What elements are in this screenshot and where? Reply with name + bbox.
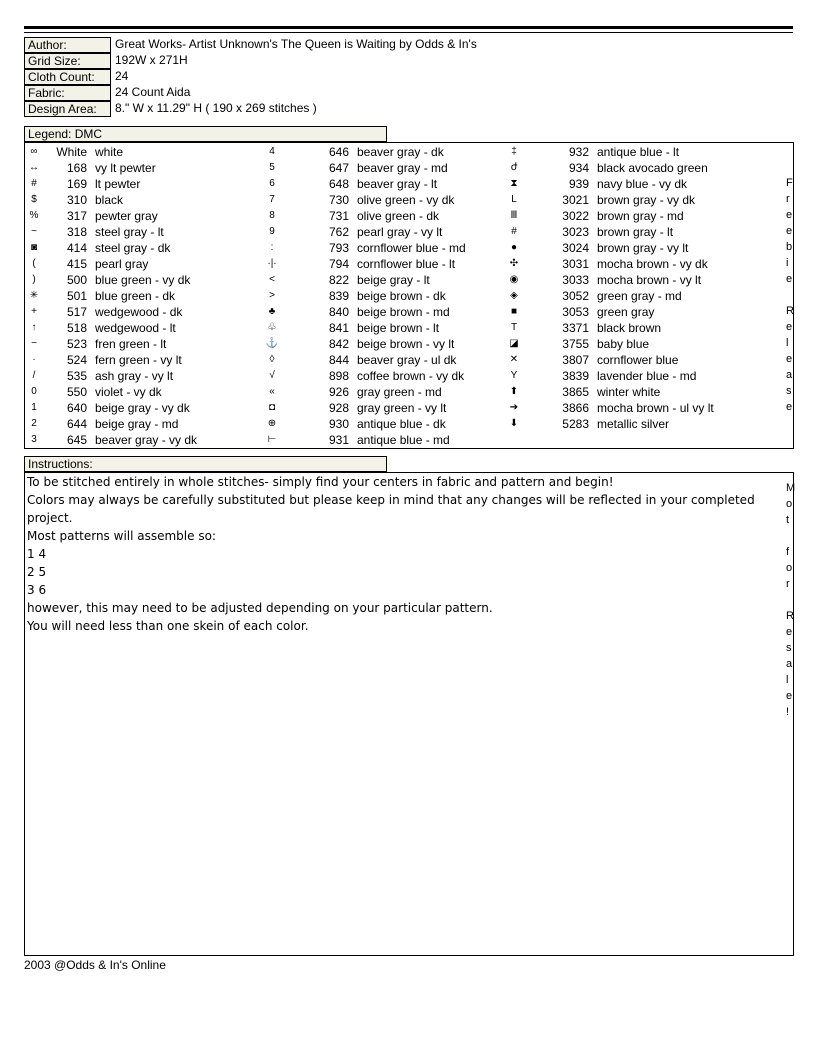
color-name: steel gray - lt — [95, 225, 164, 239]
info-value: 24 Count Aida — [115, 85, 191, 99]
legend-entry — [265, 400, 495, 416]
dmc-number: 731 — [328, 209, 349, 223]
edge-glyph: ! — [786, 706, 790, 718]
legend-entry — [27, 256, 257, 272]
dmc-number: 640 — [66, 401, 87, 415]
edge-glyph: b — [786, 241, 793, 253]
dmc-number: 939 — [568, 177, 589, 191]
dmc-number: 318 — [66, 225, 87, 239]
legend-symbol: ~ — [31, 226, 37, 237]
dmc-number: 934 — [568, 161, 589, 175]
color-name: coffee brown - vy dk — [357, 369, 465, 383]
legend-entry — [265, 256, 495, 272]
legend-symbol: Y — [510, 370, 518, 381]
legend-symbol: ■ — [510, 306, 518, 317]
color-name: beaver gray - md — [357, 161, 448, 175]
dmc-number: 3024 — [562, 241, 589, 255]
legend-column — [27, 144, 257, 448]
legend-entry — [27, 384, 257, 400]
dmc-number: 842 — [328, 337, 349, 351]
legend-symbol: $ — [31, 194, 37, 205]
legend-entry — [265, 224, 495, 240]
color-name: cornflower blue — [597, 353, 679, 367]
legend-entry — [507, 192, 737, 208]
legend-entry — [265, 304, 495, 320]
legend-symbol: ◈ — [510, 290, 518, 301]
color-name: beige gray - lt — [357, 273, 430, 287]
dmc-number: 523 — [66, 337, 87, 351]
dmc-number: 3866 — [562, 401, 589, 415]
dmc-number: 840 — [328, 305, 349, 319]
dmc-number: White — [56, 145, 87, 159]
legend-symbol: √ — [269, 370, 275, 381]
edge-glyph: e — [786, 225, 793, 237]
legend-entry — [507, 208, 737, 224]
info-label: Cloth Count: — [24, 69, 111, 85]
dmc-number: 3031 — [562, 257, 589, 271]
legend-symbol: ◊ — [269, 354, 275, 365]
legend-entry — [265, 288, 495, 304]
legend-entry — [27, 432, 257, 448]
color-name: cornflower blue - md — [357, 241, 466, 255]
dmc-number: 414 — [66, 241, 87, 255]
legend-entry — [507, 336, 737, 352]
color-name: brown gray - vy dk — [597, 193, 696, 207]
legend-symbol: ◪ — [509, 338, 519, 349]
legend-entry — [265, 160, 495, 176]
edge-glyph: e — [786, 209, 793, 221]
legend-symbol: ⊕ — [267, 418, 277, 429]
color-name: mocha brown - vy lt — [597, 273, 702, 287]
top-rule-thin — [24, 32, 793, 33]
legend-symbol: 2 — [31, 418, 37, 429]
color-name: brown gray - md — [597, 209, 684, 223]
legend-symbol: ↑ — [31, 322, 37, 333]
dmc-number: 898 — [328, 369, 349, 383]
legend-entry — [265, 144, 495, 160]
color-name: wedgewood - dk — [95, 305, 183, 319]
legend-symbol: / — [32, 370, 36, 381]
color-name: black avocado green — [597, 161, 708, 175]
legend-entry — [27, 416, 257, 432]
legend-symbol: 1 — [31, 402, 37, 413]
dmc-number: 317 — [66, 209, 87, 223]
legend-entry — [507, 256, 737, 272]
legend-entry — [507, 288, 737, 304]
legend-symbol: ◙ — [30, 242, 38, 253]
legend-entry — [265, 240, 495, 256]
legend-table — [24, 142, 794, 449]
info-value: 192W x 271H — [115, 53, 188, 67]
legend-symbol: · — [32, 354, 36, 365]
color-name: antique blue - md — [357, 433, 450, 447]
dmc-number: 644 — [66, 417, 87, 431]
info-value: Great Works- Artist Unknown's The Queen is Waiting by Odds & In's — [115, 37, 477, 51]
edge-glyph: t — [786, 514, 790, 526]
legend-entry — [507, 352, 737, 368]
instruction-line: Most patterns will assemble so: — [27, 529, 216, 543]
legend-symbol: > — [269, 290, 275, 301]
legend-symbol: ⊢ — [267, 434, 277, 445]
legend-symbol: + — [31, 306, 37, 317]
legend-entry — [507, 304, 737, 320]
legend-entry — [27, 304, 257, 320]
edge-glyph: l — [786, 674, 789, 686]
dmc-number: 501 — [66, 289, 87, 303]
dmc-number: 3371 — [562, 321, 589, 335]
legend-entry — [507, 144, 737, 160]
info-value: 24 — [115, 69, 129, 83]
legend-symbol: # — [511, 226, 517, 237]
dmc-number: 415 — [66, 257, 87, 271]
dmc-number: 932 — [568, 145, 589, 159]
color-name: black — [95, 193, 124, 207]
legend-entry — [27, 192, 257, 208]
legend-symbol: ⧗ — [510, 178, 518, 189]
color-name: olive green - vy dk — [357, 193, 455, 207]
instruction-line: project. — [27, 511, 73, 525]
legend-entry — [265, 368, 495, 384]
legend-entry — [27, 368, 257, 384]
legend-symbol: : — [270, 242, 274, 253]
dmc-number: 524 — [66, 353, 87, 367]
edge-glyph: r — [786, 193, 790, 205]
color-name: antique blue - lt — [597, 145, 680, 159]
dmc-number: 931 — [328, 433, 349, 447]
legend-column — [265, 144, 495, 448]
instructions-title: Instructions: — [24, 456, 387, 472]
legend-entry — [265, 176, 495, 192]
legend-symbol: % — [29, 210, 39, 221]
legend-entry — [27, 336, 257, 352]
edge-glyph: M — [786, 482, 796, 494]
legend-title: Legend: DMC — [24, 126, 387, 142]
legend-entry — [507, 240, 737, 256]
legend-entry — [507, 320, 737, 336]
legend-column — [507, 144, 737, 432]
instruction-line: 1 4 — [27, 547, 47, 561]
top-rule-thick — [24, 26, 793, 29]
dmc-number: 517 — [66, 305, 87, 319]
legend-symbol: ) — [32, 274, 36, 285]
dmc-number: 3053 — [562, 305, 589, 319]
instruction-line: 3 6 — [27, 583, 47, 597]
dmc-number: 3865 — [562, 385, 589, 399]
legend-entry — [507, 272, 737, 288]
legend-entry — [507, 368, 737, 384]
legend-entry — [27, 352, 257, 368]
legend-symbol: « — [269, 386, 275, 397]
color-name: steel gray - dk — [95, 241, 171, 255]
legend-entry — [27, 288, 257, 304]
dmc-number: 844 — [328, 353, 349, 367]
legend-entry — [507, 384, 737, 400]
edge-glyph: R — [786, 305, 794, 317]
legend-symbol: 4 — [269, 146, 275, 157]
color-name: mocha brown - vy dk — [597, 257, 708, 271]
dmc-number: 3807 — [562, 353, 589, 367]
legend-entry — [27, 176, 257, 192]
legend-symbol: 0 — [31, 386, 37, 397]
edge-glyph: e — [786, 401, 793, 413]
edge-glyph: e — [786, 321, 793, 333]
legend-entry — [27, 208, 257, 224]
legend-entry — [265, 384, 495, 400]
color-name: black brown — [597, 321, 662, 335]
dmc-number: 839 — [328, 289, 349, 303]
color-name: ash gray - vy lt — [95, 369, 174, 383]
legend-entry — [27, 320, 257, 336]
legend-entry — [507, 176, 737, 192]
dmc-number: 645 — [66, 433, 87, 447]
instructions-box — [24, 472, 794, 956]
color-name: beige brown - vy lt — [357, 337, 455, 351]
edge-glyph: i — [786, 257, 789, 269]
dmc-number: 550 — [66, 385, 87, 399]
dmc-number: 794 — [328, 257, 349, 271]
instruction-line: Colors may always be carefully substituted but please keep in mind that any changes will be reflected in your completed — [27, 493, 755, 507]
color-name: navy blue - vy dk — [597, 177, 688, 191]
legend-symbol: ➔ — [509, 402, 519, 413]
legend-symbol: ✣ — [509, 258, 519, 269]
color-name: gray green - vy lt — [357, 401, 447, 415]
legend-symbol: ♣ — [268, 306, 276, 317]
color-name: beaver gray - ul dk — [357, 353, 457, 367]
legend-symbol: ✳ — [29, 290, 39, 301]
dmc-number: 647 — [328, 161, 349, 175]
edge-glyph: e — [786, 690, 793, 702]
dmc-number: 648 — [328, 177, 349, 191]
dmc-number: 926 — [328, 385, 349, 399]
dmc-number: 3023 — [562, 225, 589, 239]
color-name: beige brown - dk — [357, 289, 446, 303]
legend-symbol: ✕ — [509, 354, 519, 365]
instruction-line: 2 5 — [27, 565, 47, 579]
legend-entry — [265, 320, 495, 336]
color-name: antique blue - dk — [357, 417, 446, 431]
dmc-number: 310 — [66, 193, 87, 207]
color-name: metallic silver — [597, 417, 670, 431]
legend-symbol: 6 — [269, 178, 275, 189]
legend-symbol: 5 — [269, 162, 275, 173]
info-value: 8." W x 11.29" H ( 190 x 269 stitches ) — [115, 101, 317, 115]
dmc-number: 168 — [66, 161, 87, 175]
color-name: beaver gray - lt — [357, 177, 438, 191]
legend-entry — [27, 272, 257, 288]
info-label: Grid Size: — [24, 53, 111, 69]
legend-symbol: ‡ — [511, 146, 517, 157]
color-name: fren green - lt — [95, 337, 167, 351]
legend-symbol: 7 — [269, 194, 275, 205]
legend-symbol: ∞ — [30, 146, 38, 157]
color-name: fern green - vy lt — [95, 353, 182, 367]
info-label: Fabric: — [24, 85, 111, 101]
legend-entry — [27, 224, 257, 240]
legend-symbol: ♧ — [267, 322, 277, 333]
color-name: cornflower blue - lt — [357, 257, 456, 271]
edge-glyph: r — [786, 578, 790, 590]
legend-symbol: ◉ — [509, 274, 519, 285]
legend-symbol: L — [511, 194, 517, 205]
legend-entry — [507, 224, 737, 240]
legend-symbol: ↔ — [29, 162, 39, 173]
color-name: beige brown - lt — [357, 321, 440, 335]
legend-entry — [265, 272, 495, 288]
color-name: olive green - dk — [357, 209, 440, 223]
legend-entry — [265, 416, 495, 432]
dmc-number: 169 — [66, 177, 87, 191]
instruction-line: however, this may need to be adjusted depending on your particular pattern. — [27, 601, 493, 615]
color-name: beaver gray - vy dk — [95, 433, 198, 447]
edge-glyph: e — [786, 273, 793, 285]
legend-symbol: ·|· — [267, 258, 277, 269]
dmc-number: 535 — [66, 369, 87, 383]
legend-entry — [507, 160, 737, 176]
copyright-footer: 2003 @Odds & In's Online — [24, 958, 166, 972]
legend-entry — [265, 432, 495, 448]
color-name: blue green - dk — [95, 289, 176, 303]
color-name: beige gray - md — [95, 417, 179, 431]
dmc-number: 822 — [328, 273, 349, 287]
legend-entry — [265, 336, 495, 352]
dmc-number: 730 — [328, 193, 349, 207]
edge-glyph: s — [786, 642, 792, 654]
edge-glyph: R — [786, 610, 794, 622]
dmc-number: 500 — [66, 273, 87, 287]
legend-entry — [27, 240, 257, 256]
edge-glyph: F — [786, 177, 793, 189]
color-name: green gray - md — [597, 289, 682, 303]
legend-symbol: 9 — [269, 226, 275, 237]
color-name: white — [95, 145, 124, 159]
legend-symbol: ժ — [510, 162, 518, 173]
legend-entry — [27, 160, 257, 176]
legend-entry — [27, 144, 257, 160]
dmc-number: 5283 — [562, 417, 589, 431]
dmc-number: 3755 — [562, 337, 589, 351]
legend-entry — [265, 208, 495, 224]
dmc-number: 928 — [328, 401, 349, 415]
color-name: violet - vy dk — [95, 385, 162, 399]
legend-entry — [27, 400, 257, 416]
edge-glyph: o — [786, 562, 793, 574]
legend-symbol: ⬆ — [509, 386, 519, 397]
color-name: vy lt pewter — [95, 161, 156, 175]
color-name: mocha brown - ul vy lt — [597, 401, 714, 415]
color-name: brown gray - vy lt — [597, 241, 689, 255]
dmc-number: 3021 — [562, 193, 589, 207]
edge-glyph: a — [786, 658, 793, 670]
dmc-number: 793 — [328, 241, 349, 255]
color-name: gray green - md — [357, 385, 442, 399]
edge-glyph: o — [786, 498, 793, 510]
legend-symbol: Ⅲ — [510, 210, 518, 221]
dmc-number: 841 — [328, 321, 349, 335]
color-name: beaver gray - dk — [357, 145, 444, 159]
dmc-number: 646 — [328, 145, 349, 159]
info-label: Author: — [24, 37, 111, 53]
legend-entry — [507, 416, 737, 432]
edge-glyph: e — [786, 626, 793, 638]
color-name: wedgewood - lt — [95, 321, 176, 335]
color-name: winter white — [597, 385, 661, 399]
color-name: beige brown - md — [357, 305, 450, 319]
legend-symbol: 3 — [31, 434, 37, 445]
edge-glyph: f — [786, 546, 790, 558]
legend-symbol: ◘ — [268, 402, 276, 413]
legend-entry — [265, 352, 495, 368]
dmc-number: 3033 — [562, 273, 589, 287]
dmc-number: 518 — [66, 321, 87, 335]
legend-symbol: < — [269, 274, 275, 285]
edge-glyph: s — [786, 385, 792, 397]
legend-symbol: − — [31, 338, 37, 349]
color-name: lt pewter — [95, 177, 141, 191]
dmc-number: 3839 — [562, 369, 589, 383]
legend-symbol: 8 — [269, 210, 275, 221]
dmc-number: 3052 — [562, 289, 589, 303]
legend-entry — [265, 192, 495, 208]
dmc-number: 3022 — [562, 209, 589, 223]
color-name: pearl gray — [95, 257, 149, 271]
legend-symbol: ● — [510, 242, 518, 253]
color-name: blue green - vy dk — [95, 273, 191, 287]
color-name: beige gray - vy dk — [95, 401, 190, 415]
legend-symbol: ⬇ — [509, 418, 519, 429]
dmc-number: 762 — [328, 225, 349, 239]
legend-symbol: ⚓ — [265, 338, 279, 349]
legend-symbol: ( — [32, 258, 36, 269]
instruction-line: To be stitched entirely in whole stitches- simply find your centers in fabric and pattern and begin! — [27, 475, 614, 489]
color-name: brown gray - lt — [597, 225, 674, 239]
color-name: baby blue — [597, 337, 650, 351]
instruction-line: You will need less than one skein of each color. — [27, 619, 309, 633]
legend-symbol: # — [31, 178, 37, 189]
color-name: pewter gray — [95, 209, 158, 223]
info-label: Design Area: — [24, 101, 111, 117]
color-name: pearl gray - vy lt — [357, 225, 443, 239]
color-name: green gray — [597, 305, 655, 319]
legend-entry — [507, 400, 737, 416]
edge-glyph: a — [786, 369, 793, 381]
edge-glyph: e — [786, 353, 793, 365]
dmc-number: 930 — [328, 417, 349, 431]
legend-symbol: T — [510, 322, 518, 333]
edge-glyph: l — [786, 337, 789, 349]
color-name: lavender blue - md — [597, 369, 697, 383]
